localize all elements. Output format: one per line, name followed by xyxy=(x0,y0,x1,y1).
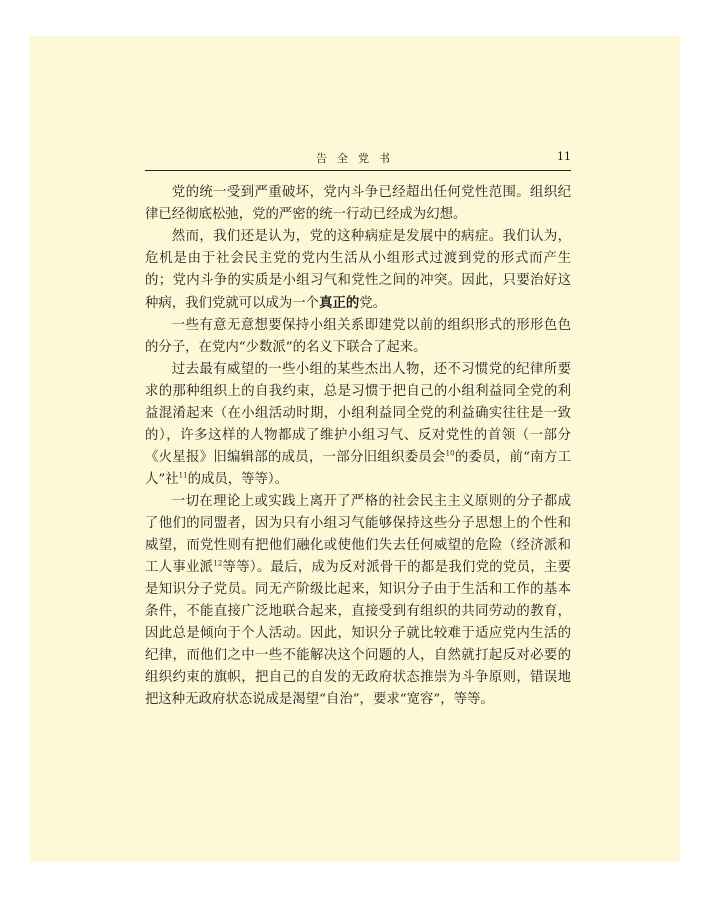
footnote-ref[interactable]: 11 xyxy=(178,471,188,480)
paragraph-text: 党的统一受到严重破坏，党内斗争已经超出任何党性范围。组织纪律已经彻底松弛，党的严密的统一行动已经成为幻想。 xyxy=(145,185,571,222)
paragraph-2 xyxy=(145,226,571,315)
paragraph-text: 的委员，前“南方工人”社 xyxy=(145,450,571,487)
running-title: 告全党书 xyxy=(316,152,400,165)
footnote-ref[interactable]: 10 xyxy=(445,449,455,458)
paragraph-1 xyxy=(145,182,571,226)
paragraph-4 xyxy=(145,359,571,491)
paragraph-text: 等等）。最后，成为反对派骨干的都是我们党的党员，主要是知识分子党员。同无产阶级比起来，知识分子由于生活和工作的基本条件，不能直接广泛地联合起来，直接受到有组织的共同劳动的教育，因此总是倾向于个人活动。因此，知识分子就比较难于适应党内生活的纪律，而他们之中一些不能解决这个问题的人，自然就打起反对必要的组织约束的旗帜，把自己的自发的无政府状态推崇为斗争原则，错误地把这种无政府状态说成是渴望“自治”，要求“宽容”，等等。 xyxy=(145,560,571,707)
paragraph-text: 过去最有威望的一些小组的某些杰出人物，还不习惯党的纪律所要求的那种组织上的自我约束，总是习惯于把自己的小组利益同全党的利益混淆起来（在小组活动时期，小组利益同全党的利益确实往往是一致的），许多这样的人物都成了维护小组习气、反对党性的首领（一部分《火星报》旧编辑部的成员，一部分旧组织委员会 xyxy=(145,362,571,465)
paragraph-3 xyxy=(145,315,571,359)
paragraph-5 xyxy=(145,491,571,711)
paragraph-text: 一切在理论上或实践上离开了严格的社会民主主义原则的分子都成了他们的同盟者，因为只有小组习气能够保持这些分子思想上的个性和威望，而党性则有把他们融化或使他们失去任何威望的危险（经济派和工人事业派 xyxy=(145,494,571,575)
paragraph-text: 的成员，等等）。 xyxy=(187,472,288,487)
page-number: 11 xyxy=(557,150,571,163)
emphasized-text: 真正的 xyxy=(319,295,360,311)
paragraph-text: 党。 xyxy=(359,296,387,311)
footnote-ref[interactable]: 12 xyxy=(213,559,223,568)
paragraph-text: 然而，我们还是认为，党的这种病症是发展中的病症。我们认为，危机是由于社会民主党的党内生活从小组形式过渡到党的形式而产生的；党内斗争的实质是小组习气和党性之间的冲突。因此，只要治好这种病，我们党就可以成为一个 xyxy=(145,229,571,311)
page-header xyxy=(145,150,571,171)
paragraph-text: 一些有意无意想要保持小组关系即建党以前的组织形式的形形色色的分子，在党内“少数派”的名义下联合了起来。 xyxy=(145,318,571,355)
body-text xyxy=(145,182,571,711)
